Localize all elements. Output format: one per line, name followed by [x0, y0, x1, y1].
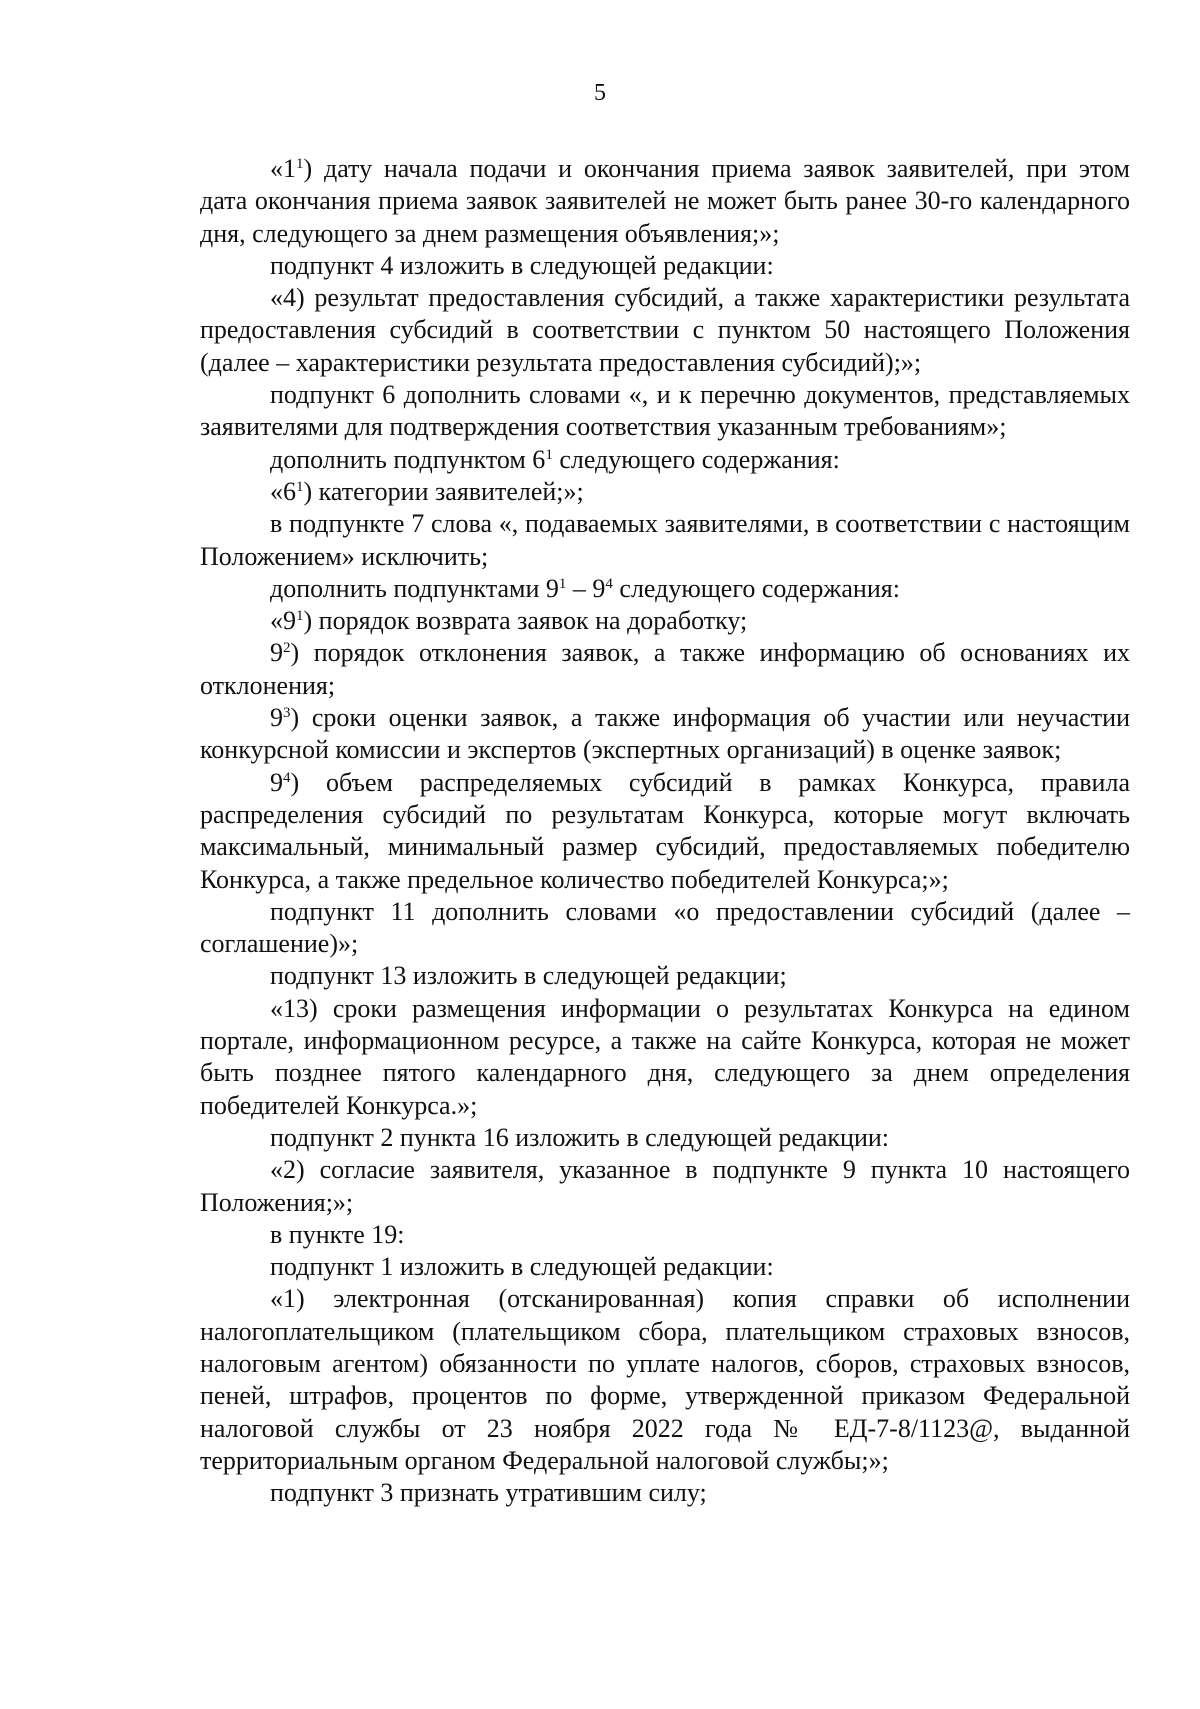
paragraph-subitem-3-repeal: подпункт 3 признать утратившим силу;: [270, 1478, 707, 1508]
paragraph-subitem-6-1: «$6^1$) категории заявителей;»;: [270, 476, 584, 506]
paragraph-subitem-4: «4) результат предоставления субсидий, а также характеристики результата предоставления субсидий в соответствии с пунктом 50 настоящего Положения (далее – характеристики результата предоставления субсидий);»;: [200, 283, 1130, 377]
paragraph-subitem-1-1: «$1^1$) дату начала подачи и окончания приема заявок заявителей, при этом дата окончания приема заявок заявителей не может быть ранее 30-го календарного дня, следующего за днем размещения объявления;»;: [200, 154, 1130, 248]
paragraph-add-subitem-6-1: дополнить подпунктом $6^1$ следующего содержания:: [270, 444, 840, 474]
paragraph-amend-subitem-11: подпункт 11 дополнить словами «о предоставлении субсидий (далее – соглашение)»;: [200, 896, 1130, 959]
paragraph-subitem-9-4: $9^4$) объем распределяемых субсидий в рамках Конкурса, правила распределения субсидий по результатам Конкурса, которые могут включать максимальный, минимальный размер субсидий, предоставляемых победителю Конкурса, а также предельное количество победителей Конкурса;»;: [200, 767, 1130, 894]
paragraph-amend-subitem-6: подпункт 6 дополнить словами «, и к перечню документов, представляемых заявителями для подтверждения соответствия указанным требованиям»;: [200, 380, 1130, 442]
document-body: [200, 153, 1130, 1509]
paragraph-subitem-9-2: $9^2$) порядок отклонения заявок, а также информацию об основаниях их отклонения;: [200, 638, 1130, 700]
paragraph-amend-subitem-4: подпункт 4 изложить в следующей редакции:: [270, 250, 774, 280]
paragraph-amend-subitem-13: подпункт 13 изложить в следующей редакции;: [270, 961, 787, 991]
paragraph-subitem-2: «2) согласие заявителя, указанное в подпункте 9 пункта 10 настоящего Положения;»;: [200, 1155, 1130, 1217]
page-number: 5: [594, 80, 606, 106]
paragraph-subitem-9-3: $9^3$) сроки оценки заявок, а также информация об участии или неучастии конкурсной комиссии и экспертов (экспертных организаций) в оценке заявок;: [200, 703, 1130, 765]
paragraph-amend-item-16: подпункт 2 пункта 16 изложить в следующей редакции:: [270, 1122, 889, 1152]
paragraph-add-subitems-9-1-9-4: дополнить подпунктами $9^1 - 9^4$ следующего содержания:: [270, 573, 900, 603]
paragraph-subitem-9-1: «$9^1$) порядок возврата заявок на доработку;: [270, 606, 748, 636]
paragraph-item-19: в пункте 19:: [270, 1219, 405, 1249]
paragraph-subitem-13: «13) сроки размещения информации о результатах Конкурса на едином портале, информационном ресурсе, а также на сайте Конкурса, которая не может быть позднее пятого календарного дня, следующего за днем определения победителей Конкурса.»;: [200, 993, 1130, 1120]
paragraph-subitem-1: «1) электронная (отсканированная) копия справки об исполнении налогоплательщиком (плательщиком сбора, плательщиком страховых взносов, налоговым агентом) обязанности по уплате налогов, сборов, страховых взносов, пеней, штрафов, процентов по форме, утвержденной приказом Федеральной налоговой службы от 23 ноября 2022 года № ЕД-7-8/1123@, выданной территориальным органом Федеральной налоговой службы;»;: [200, 1284, 1130, 1475]
paragraph-amend-subitem-7: в подпункте 7 слова «, подаваемых заявителями, в соответствии с настоящим Положением» исключить;: [200, 509, 1130, 571]
paragraph-amend-subitem-1: подпункт 1 изложить в следующей редакции:: [270, 1252, 774, 1282]
